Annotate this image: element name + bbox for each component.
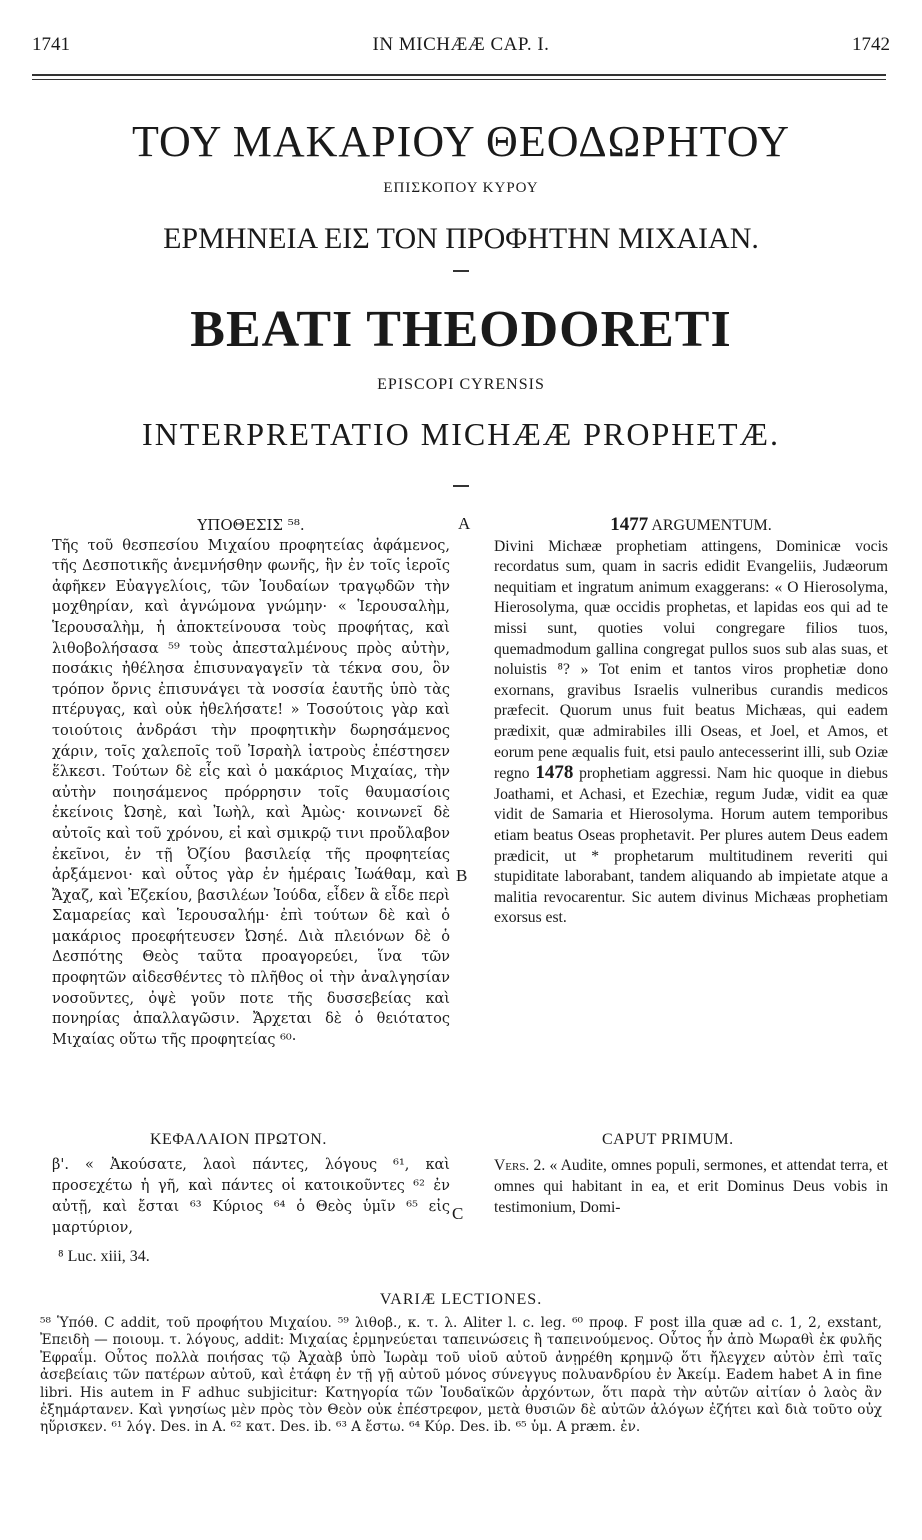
latin-subtitle: EPISCOPI CYRENSIS — [377, 376, 545, 393]
footnote: ⁸ Luc. xiii, 34. — [58, 1248, 150, 1265]
greek-subtitle: ΕΠΙΣΚΟΠΟΥ ΚΥΡΟΥ — [383, 180, 539, 196]
greek-verse: β'. « Ἀκούσατε, λαοὶ πάντες, λόγους ⁶¹, καὶ προσεχέτω ἡ γῆ, καὶ πάντες οἱ κατοικοῦντες ⁶² ἐν αὐτῇ, καὶ ἔσται ⁶³ Κύριος ⁶⁴ ὁ Θεὸς ὑμῖν ⁶⁵ εἰς μαρτύριον, — [52, 1157, 450, 1236]
latin-argument-heading — [494, 515, 888, 537]
latin-text-part2: prophetiam aggressi. Nam hic quoque in diebus Joathami, et Achasi, et Ezechiæ, regum Judæ, vidit ea quæ vidit de Samaria et Hierosolyma. Horum autem temporibus etiam beatus Oseas prophetavit. Per plures autem Deus eadem prædicit, ut * prophetarum multitudinem reveriti qui stupiditate laborabant, tandem aliquando ab impietate atque a malitia revocarentur. Sic autem divinus Michæas prophetiam exorsus est. — [494, 765, 888, 927]
running-title: IN MICHÆÆ CAP. I. — [372, 34, 550, 55]
variae-heading: VARIÆ LECTIONES. — [379, 1291, 543, 1308]
latin-argument-title: ARGUMENTUM. — [651, 517, 772, 534]
greek-argument-heading: ΥΠΟΘΕΣΙΣ ⁵⁸. — [197, 516, 305, 534]
latin-title: BEATI THEODORETI — [190, 301, 732, 358]
latin-argument-text — [494, 537, 888, 929]
greek-title: ΤΟΥ ΜΑΚΑΡΙΟΥ ΘΕΟΔΩΡΗΤΟΥ — [131, 117, 791, 166]
latin-text-part1: Divini Michææ prophetiam attingens, Dominicæ vocis recordatus sum, quam in sacris edidit Evangeliis, Judæorum nequitiam et ingratum animum exaggerans: « O Hierosolyma, Hierosolyma, quæ occidis prophetas, et lapidas eos qui ad te missi sunt, quoties volui congregare filios tuos, quemadmodum gallina congregat pullos suos sub alas suas, et noluistis ⁸? » Tot enim et tantos viros prophetiæ dono exornans, gravibus Israelis vulneribus curandis medicos præfecit. Quorum unus fuit beatus Michæas, qui eadem prædixit, quæ admirabiles illi Oseas, et Joel, et Amos, et eorum pene æqualis fuit, etsi paulo antecesserint illi, sub Oziæ regno — [494, 537, 888, 783]
margin-letter-c: C — [452, 1204, 464, 1223]
greek-work-title: ΕΡΜΗΝΕΙΑ ΕΙΣ ΤΟΝ ΠΡΟΦΗΤΗΝ ΜΙΧΑΙΑΝ. — [163, 222, 759, 255]
greek-column — [52, 515, 450, 1050]
latin-verse-text: « Audite, omnes populi, sermones, et attendat terra, et omnes qui habitant in ea, et erit Dominus Deus vobis in testimonium, Domi- — [494, 1157, 888, 1216]
margin-letter-a: A — [458, 514, 471, 533]
inline-column-number: 1478 — [535, 762, 574, 784]
greek-chapter-heading: ΚΕΦΑΛΑΙΟΝ ΠΡΩΤΟΝ. — [150, 1131, 327, 1148]
latin-column — [494, 515, 888, 929]
page-number-right: 1742 — [852, 34, 890, 55]
title-divider — [453, 270, 469, 272]
latin-verse — [494, 1155, 888, 1218]
column-number: 1477 — [610, 514, 649, 535]
greek-argument-text: Τῆς τοῦ θεσπεσίου Μιχαίου προφητείας ἀφάμενος, τῆς Δεσποτικῆς ἀνεμνήσθην φωνῆς, ἣν ἐν τοῖς ἱεροῖς ἀφῆκεν Εὐαγγελίοις, τῶν Ἰουδαίων τραγῳδῶν τὴν μοχθηρίαν, καὶ ἀγνώμονα γνώμην· « Ἱερουσαλὴμ, Ἱερουσαλὴμ, ἡ ἀποκτείνουσα τοὺς προφήτας, καὶ λιθοβολήσασα ⁵⁹ τοὺς ἀπεσταλμένους πρὸς αὐτὴν, ποσάκις ἠθέλησα ἐπισυναγαγεῖν τὰ τέκνα σου, ὃν τρόπον ὄρνις ἐπισυνάγει τὰ νοσσία ἑαυτῆς ὑπὸ τὰς πτέρυγας, καὶ οὐκ ἠθελήσατε! » Τοσούτοις γὰρ καὶ τοιούτοις ἀνδράσι τὴν προφητικὴν δωρησάμενος χάριν, τοῖς χαλεποῖς τοῦ Ἰσραὴλ ἰατροὺς ἐπέστησεν ἕλκεσι. Τούτων δὲ εἷς καὶ ὁ μακάριος Μιχαίας, τὴν αὐτὴν ποιησάμενος πρόρρησιν τοῖς θαυμασίοις ἐκείνοις Ὠσηὲ, καὶ Ἰωὴλ, καὶ Ἀμὼς· κοινωνεῖ δὲ αὐτοῖς καὶ τοῦ χρόνου, εἰ καὶ σμικρῷ τινι προὔλαβον ἐκεῖνοι, ἐν τῇ Ὀζίου βασιλείᾳ τῆς προφητείας ἀρξάμενοι· καὶ οὗτος γὰρ ἐν ἡμέραις Ἰωάθαμ, καὶ Ἄχαζ, καὶ Ἐζεκίου, βασιλέων Ἰούδα, εἶδεν ἃ εἶδε περὶ Σαμαρείας καὶ Ἱερουσαλήμ· ἐπὶ τούτων δὲ καὶ ὁ μακάριος προεφήτευσεν Ὠσηέ. Διὰ πλειόνων δὲ ὁ Δεσπότης Θεὸς ταῦτα προαγορεύει, ἵνα τῶν προφητῶν αἰδεσθέντες τὸ πλῆθος οἱ τὴν ἀναλγησίαν νοσοῦντες, ὀψὲ γοῦν ποτε τῆς δυσσεβείας καὶ πονηρίας ἀπαλλαγῶσιν. Ἄρχεται δὲ ὁ θειότατος Μιχαίας οὕτω τῆς προφητείας ⁶⁰· — [52, 537, 450, 1048]
verse-label: Vers. 2. — [494, 1157, 546, 1174]
header-rule — [32, 74, 886, 76]
section-divider — [453, 485, 469, 487]
latin-chapter-heading: CAPUT PRIMUM. — [602, 1131, 734, 1148]
latin-work-title: INTERPRETATIO MICHÆÆ PROPHETÆ. — [142, 416, 780, 452]
header-rule-thin — [32, 79, 886, 80]
running-header — [32, 34, 890, 58]
margin-letter-b: B — [456, 866, 468, 885]
page-number-left: 1741 — [32, 34, 70, 55]
variae-text: ⁵⁸ Ὑπόθ. C addit, τοῦ προφήτου Μιχαίου. ⁵⁹ λιθοβ., κ. τ. λ. Aliter l. c. leg. ⁶⁰ προφ. F post illa quæ ad c. 1, 2, exstant, Ἐπειδὴ — ποιουμ. τ. λόγους, addit: Μιχαίας ἑρμηνεύεται ταπεινώσεις ἢ ταπεινούμενος. Οὗτος ἦν ἀπὸ Μωραθὶ ἐκ φυλῆς Ἐφραΐμ. Οὗτος πολλὰ ποιήσας τῷ Ἀχαὰβ ὑπὸ Ἰωρὰμ τοῦ υἱοῦ αὐτοῦ ἀνῃρέθη κρημνῷ ὅτι ἤλεγχεν αὐτὸν ἐπὶ ταῖς ἀσεβείαις τῶν πατέρων αὐτοῦ, καὶ ἐτάφη ἐν τῇ γῇ αὐτοῦ μόνος σύνεγγυς πολυανδρίου ἐν Ἀκείμ. Eadem habet A in fine libri. His autem in F adhuc subjicitur: Κατηγορία τῶν Ἰουδαϊκῶν ἀρχόντων, ὅτι παρὰ τὴν αὐτῶν αἰτίαν ὁ λαὸς ἂν ἐξημάρτανεν. Καὶ γνησίως μὲν πρὸς τὸν Θεὸν οὐκ ἐπέστρεφον, μετὰ θυσιῶν δὲ αὐτῶν ἀλόγων ἐζήτει καὶ διὰ τοῦτο οὐχ ηὕρισκεν. ⁶¹ λόγ. Des. in A. ⁶² κατ. Des. ib. ⁶³ Α ἔστω. ⁶⁴ Κύρ. Des. ib. ⁶⁵ ὑμ. A præm. ἐν. — [40, 1315, 882, 1436]
